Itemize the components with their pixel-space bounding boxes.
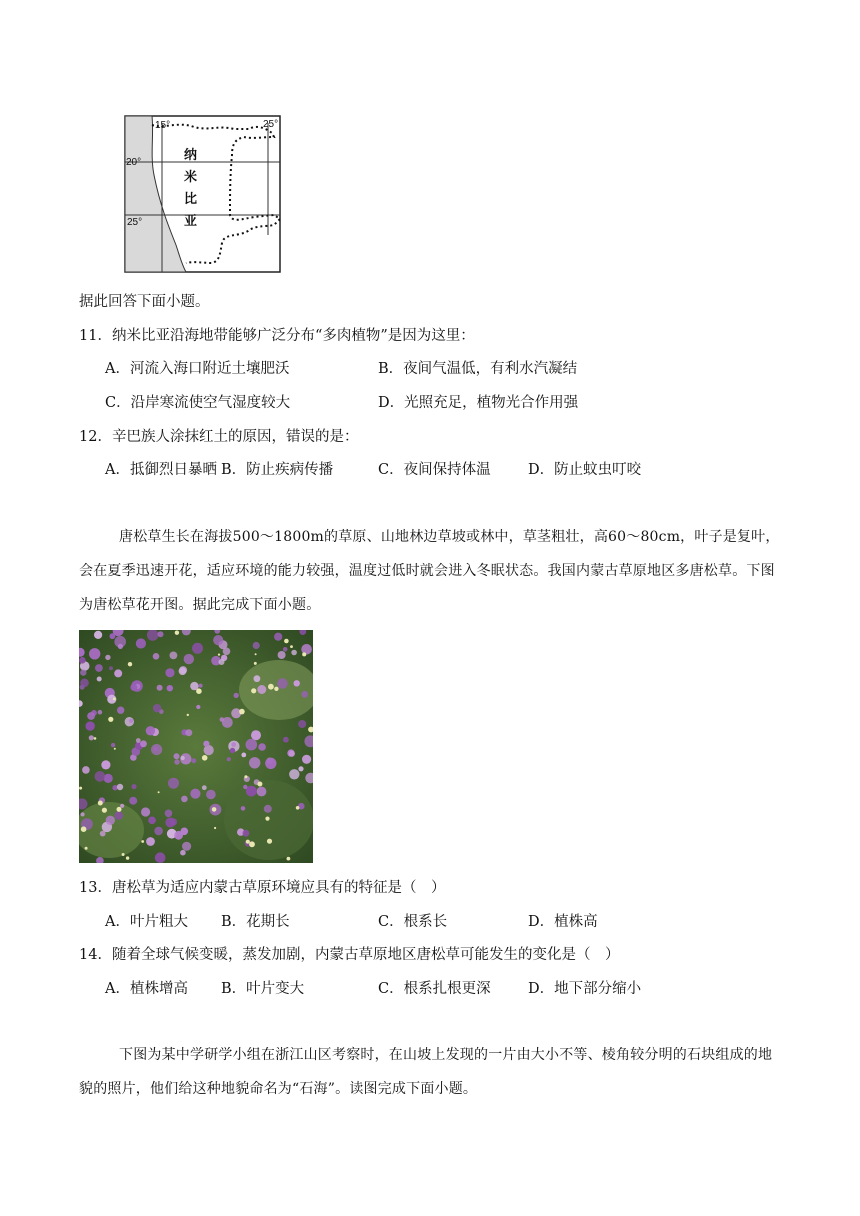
q13-option-b: B．花期长	[221, 914, 290, 930]
lon-left-label: 15°	[155, 120, 171, 131]
blossom	[106, 816, 115, 825]
blossom	[167, 685, 173, 691]
stamen	[202, 755, 208, 761]
stamen	[284, 639, 289, 644]
q12-option-a: A．抵御烈日暴晒	[105, 462, 217, 478]
blossom	[140, 740, 147, 747]
blossom	[283, 647, 288, 652]
blossom	[264, 805, 272, 813]
blossom	[231, 742, 236, 747]
blossom	[196, 705, 200, 709]
blossom	[100, 831, 106, 837]
blossom	[265, 758, 276, 769]
blossom	[278, 651, 286, 659]
blossom	[249, 757, 260, 768]
stamen	[218, 654, 220, 656]
blossom	[95, 664, 103, 672]
blossom	[155, 852, 166, 863]
blossom	[181, 796, 188, 803]
passage-tangsongcao: 唐松草生长在海拔500～1800m的草原、山地林边草坡或林中，草茎粗壮，高60～80cm，叶子是复叶，会在夏季迅速开花，适应环境的能力较强，温度过低时就会进入冬眠状态。我国内蒙古草原地区多唐松草。下图为唐松草花开图。据此完成下面小题。	[79, 529, 780, 613]
blossom	[301, 691, 308, 698]
blossom	[117, 784, 123, 790]
q12-option-c: C．夜间保持体温	[378, 462, 491, 478]
stamen	[113, 698, 116, 701]
stamen	[85, 847, 88, 850]
blossom	[257, 787, 267, 797]
blossom	[234, 693, 239, 698]
stamen	[246, 840, 250, 844]
intro-text: 据此回答下面小题。	[79, 294, 210, 310]
blossom	[289, 751, 295, 757]
stamen	[79, 787, 82, 790]
stamen	[239, 709, 245, 715]
q12-option-b: B．防止疾病传播	[221, 462, 334, 478]
blossom	[230, 748, 235, 753]
blossom	[222, 717, 233, 728]
q11-option-a: A．河流入海口附近土壤肥沃	[105, 361, 290, 377]
stamen	[214, 827, 216, 829]
stamen	[196, 688, 202, 694]
lat-bottom-label: 25°	[127, 217, 143, 228]
stamen	[255, 653, 257, 655]
q13-option-d: D．植株高	[528, 914, 598, 930]
blossom	[192, 643, 203, 654]
q11-option-c: C．沿岸寒流使空气湿度较大	[105, 395, 291, 411]
blossom	[136, 638, 146, 648]
blossom	[227, 757, 231, 761]
blossom	[174, 831, 183, 840]
blossom	[118, 644, 123, 649]
blossom	[298, 766, 303, 771]
blossom	[80, 679, 89, 688]
blossom	[243, 830, 250, 837]
blossom	[136, 738, 141, 743]
question-13-stem: 13．唐松草为适应内蒙古草原环境应具有的特征是（ ）	[79, 880, 446, 896]
blossom	[241, 753, 246, 758]
question-14-stem: 14．随着全球气候变暖，蒸发加剧，内蒙古草原地区唐松草可能发生的变化是（ ）	[79, 947, 620, 963]
blossom	[131, 784, 136, 789]
blossom	[258, 743, 266, 751]
blossom	[117, 707, 124, 714]
blossom	[185, 729, 192, 736]
q11-option-d: D．光照充足，植物光合作用强	[378, 395, 579, 411]
stamen	[128, 662, 132, 666]
blossom	[130, 684, 137, 691]
blossom	[223, 648, 231, 656]
blossom	[302, 755, 311, 764]
blossom	[109, 666, 113, 670]
blossom	[202, 785, 207, 790]
blossom	[141, 807, 150, 816]
blossom	[243, 785, 247, 789]
blossom	[283, 737, 289, 743]
stamen	[141, 840, 144, 843]
blossom	[274, 633, 282, 641]
stamen	[102, 808, 107, 813]
stamen	[114, 748, 116, 750]
blossom	[95, 771, 106, 782]
blossom	[170, 652, 178, 660]
country-char-3: 比	[184, 192, 198, 207]
q14-option-c: C．根系扎根更深	[378, 981, 491, 997]
blossom	[86, 721, 95, 730]
blossom	[253, 642, 260, 649]
blossom	[289, 769, 299, 779]
blossom	[105, 655, 110, 660]
blossom	[246, 739, 258, 751]
blossom	[94, 631, 102, 639]
stamen	[254, 662, 257, 665]
blossom	[129, 797, 137, 805]
blossom	[191, 758, 196, 763]
stamen	[212, 807, 217, 812]
blossom	[203, 741, 209, 747]
blossom	[79, 657, 86, 664]
blossom	[114, 669, 122, 677]
blossom	[154, 827, 163, 836]
blossom	[82, 766, 90, 774]
blossom	[146, 726, 155, 735]
blossom	[294, 680, 300, 686]
stamen	[158, 791, 160, 793]
blossom	[110, 633, 116, 639]
q13-option-c: C．根系长	[378, 914, 448, 930]
stamen	[274, 687, 278, 691]
blossom	[174, 759, 179, 764]
lon-right-label: 25°	[263, 119, 279, 130]
blossom	[101, 760, 110, 769]
stamen	[175, 631, 179, 635]
blossom	[291, 650, 297, 656]
lat-top-label: 20°	[126, 157, 142, 168]
stamen	[290, 645, 293, 648]
stamen	[187, 714, 189, 716]
blossom	[153, 653, 160, 660]
stamen	[249, 841, 255, 847]
blossom	[254, 675, 261, 682]
stamen	[251, 688, 256, 693]
blossom	[298, 720, 306, 728]
blossom	[81, 812, 85, 816]
stamen	[267, 839, 272, 844]
blossom	[182, 842, 191, 851]
blossom	[246, 786, 257, 797]
blossom	[277, 678, 288, 689]
blossom	[80, 669, 86, 675]
q11-option-b: B．夜间气温低，有利水汽凝结	[378, 361, 578, 377]
stamen	[126, 856, 129, 859]
blossom	[115, 811, 124, 820]
blossom	[158, 631, 164, 637]
q14-option-d: D．地下部分缩小	[528, 981, 642, 997]
q14-option-b: B．叶片变大	[221, 981, 305, 997]
blossom	[153, 704, 161, 712]
question-11-stem: 11．纳米比亚沿海地带能够广泛分布“多肉植物”是因为这里：	[79, 328, 475, 344]
stamen	[81, 826, 87, 832]
blossom	[89, 735, 94, 740]
blossom	[146, 837, 155, 846]
stamen	[122, 853, 125, 856]
blossom	[87, 712, 95, 720]
blossom	[184, 654, 194, 664]
blossom	[165, 668, 174, 677]
country-char-4: 亚	[184, 214, 198, 229]
blossom	[111, 743, 115, 747]
stamen	[296, 806, 300, 810]
stamen	[244, 775, 247, 778]
country-char-1: 纳	[184, 148, 198, 163]
blossom	[165, 810, 173, 818]
q13-option-a: A．叶片粗大	[105, 914, 188, 930]
stamen	[117, 807, 122, 812]
blossom	[97, 677, 102, 682]
blossom	[257, 685, 266, 694]
blossom	[213, 635, 223, 645]
stamen	[257, 782, 262, 787]
blossom	[129, 719, 133, 723]
country-char-2: 米	[184, 170, 198, 185]
blossom	[179, 667, 187, 675]
stamen	[268, 684, 274, 690]
thalictrum-flower-photo	[79, 630, 313, 863]
question-12-stem: 12．辛巴族人涂抹红土的原因，错误的是：	[79, 429, 359, 445]
stamen	[302, 652, 306, 656]
blossom	[151, 744, 162, 755]
stamen	[108, 717, 113, 722]
blossom	[157, 685, 163, 691]
blossom	[206, 790, 216, 800]
stamen	[98, 801, 103, 806]
stamen	[94, 737, 97, 740]
q12-option-d: D．防止蚊虫叮咬	[528, 462, 642, 478]
blossom	[148, 817, 156, 825]
namibia-map	[124, 115, 281, 273]
passage-stone-sea: 下图为某中学研学小组在浙江山区考察时，在山坡上发现的一片由大小不等、棱角较分明的石块组成的地貌的照片，他们给这种地貌命名为“石海”。读图完成下面小题。	[79, 1047, 773, 1097]
blossom	[219, 659, 225, 665]
stamen	[287, 857, 291, 861]
blossom	[120, 804, 124, 808]
blossom	[204, 745, 214, 755]
blossom	[174, 753, 180, 759]
blossom	[98, 710, 103, 715]
blossom	[241, 806, 246, 811]
blossom	[190, 789, 200, 799]
blossom	[180, 850, 186, 856]
blossom	[199, 684, 203, 688]
q14-option-a: A．植株增高	[105, 981, 188, 997]
blossom	[181, 756, 185, 760]
stamen	[265, 817, 269, 821]
blossom	[89, 648, 100, 659]
blossom	[251, 730, 261, 740]
blossom	[168, 778, 179, 789]
blossom	[170, 818, 177, 825]
